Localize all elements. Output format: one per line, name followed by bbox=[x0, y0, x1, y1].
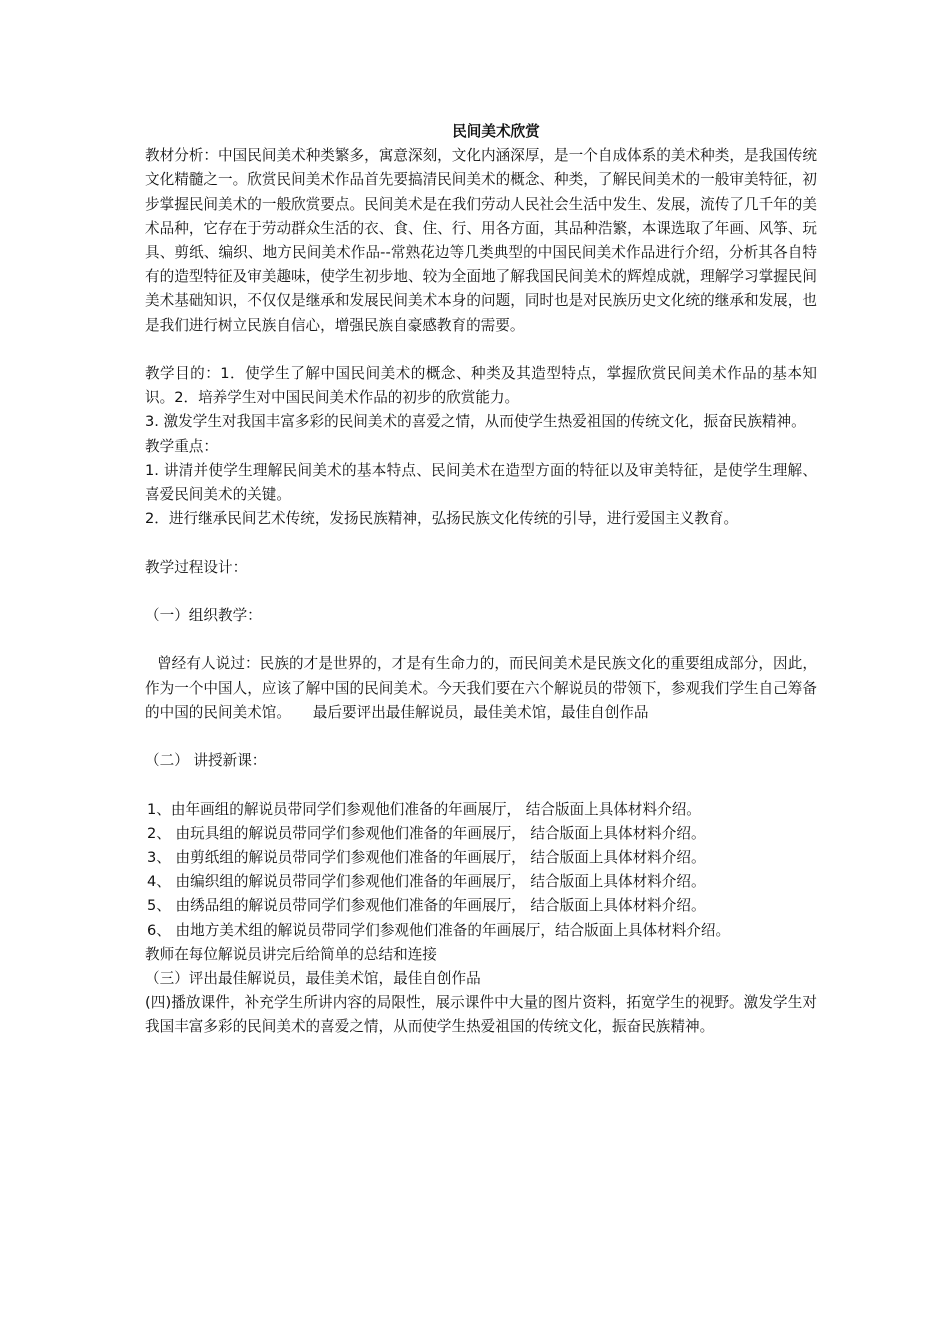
lesson-step-5: 5、 由绣品组的解说员带同学们参观他们准备的年画展厅， 结合版面上具体材料介绍。 bbox=[147, 897, 706, 915]
teaching-focus-heading: 教学重点： bbox=[145, 437, 218, 455]
part3-line: （三）评出最佳解说员，最佳美术馆，最佳自创作品 bbox=[145, 970, 481, 988]
teaching-focus-item-2: 2．进行继承民间艺术传统，发扬民族精神，弘扬民族文化传统的引导，进行爱国主义教育。 bbox=[145, 510, 739, 528]
part1-paragraph: 曾经有人说过：民族的才是世界的，才是有生命力的，而民间美术是民族文化的重要组成部分，因此，作为一个中国人，应该了解中国的民间美术。今天我们要在六个解说员的带领下，参观我们学生自己筹备的中国的民间美术馆。 最后要评出最佳解说员，最佳美术馆，最佳自创作品 bbox=[145, 655, 817, 721]
process-heading: 教学过程设计： bbox=[145, 558, 248, 576]
blank-line bbox=[145, 338, 817, 362]
document-page bbox=[145, 120, 817, 1040]
teaching-goals-paragraph: 教学目的：1．使学生了解中国民间美术的概念、种类及其造型特点，掌握欣赏民间美术作品的基本知识。2．培养学生对中国民间美术作品的初步的欣赏能力。 bbox=[145, 365, 817, 407]
material-analysis-paragraph: 教材分析：中国民间美术种类繁多，寓意深刻，文化内涵深厚，是一个自成体系的美术种类，是我国传统文化精髓之一。欣赏民间美术作品首先要搞清民间美术的概念、种类，了解民间美术的一般审美特征，初步掌握民间美术的一般欣赏要点。民间美术是在我们劳动人民社会生活中发生、发展，流传了几千年的美术品种，它存在于劳动群众生活的衣、食、住、行、用各方面，其品种浩繁，本课选取了年画、风筝、玩具、剪纸、编织、地方民间美术作品--常熟花边等几类典型的中国民间美术作品进行介绍，分析其各自特有的造型特征及审美趣味，使学生初步地、较为全面地了解我国民间美术的辉煌成就，理解学习掌握民间美术基础知识，不仅仅是继承和发展民间美术本身的问题，同时也是对民族历史文化统的继承和发展，也是我们进行树立民族自信心，增强民族自豪感教育的需要。 bbox=[145, 147, 817, 334]
document-title: 民间美术欣赏 bbox=[452, 123, 540, 140]
blank-line bbox=[145, 628, 817, 652]
lesson-step-6: 6、 由地方美术组的解说员带同学们参观他们准备的年画展厅，结合版面上具体材料介绍。 bbox=[147, 921, 731, 939]
lesson-step-2: 2、 由玩具组的解说员带同学们参观他们准备的年画展厅， 结合版面上具体材料介绍。 bbox=[147, 824, 706, 842]
blank-line bbox=[145, 725, 817, 749]
blank-line bbox=[145, 531, 817, 555]
blank-line bbox=[145, 773, 817, 797]
part2-heading: （二） 讲授新课： bbox=[145, 752, 267, 770]
lesson-step-4: 4、 由编织组的解说员带同学们参观他们准备的年画展厅， 结合版面上具体材料介绍。 bbox=[147, 873, 706, 891]
lesson-step-3: 3、 由剪纸组的解说员带同学们参观他们准备的年画展厅， 结合版面上具体材料介绍。 bbox=[147, 849, 706, 866]
teaching-focus-item-1: 1. 讲清并使学生理解民间美术的基本特点、民间美术在造型方面的特征以及审美特征，是使学生理解、喜爱民间美术的关键。 bbox=[145, 461, 817, 504]
lesson-step-1: 1、由年画组的解说员带同学们参观他们准备的年画展厅， 结合版面上具体材料介绍。 bbox=[147, 800, 701, 818]
part1-heading: （一）组织教学： bbox=[145, 607, 262, 625]
teaching-goals-item-3: 3. 激发学生对我国丰富多彩的民间美术的喜爱之情，从而使学生热爱祖国的传统文化，振奋民族精神。 bbox=[145, 413, 806, 431]
teacher-note: 教师在每位解说员讲完后给简单的总结和连接 bbox=[145, 945, 437, 963]
part4-paragraph: (四)播放课件，补充学生所讲内容的局限性，展示课件中大量的图片资料，拓宽学生的视野。激发学生对我国丰富多彩的民间美术的喜爱之情，从而使学生热爱祖国的传统文化，振奋民族精神。 bbox=[145, 994, 817, 1036]
blank-line bbox=[145, 580, 817, 604]
